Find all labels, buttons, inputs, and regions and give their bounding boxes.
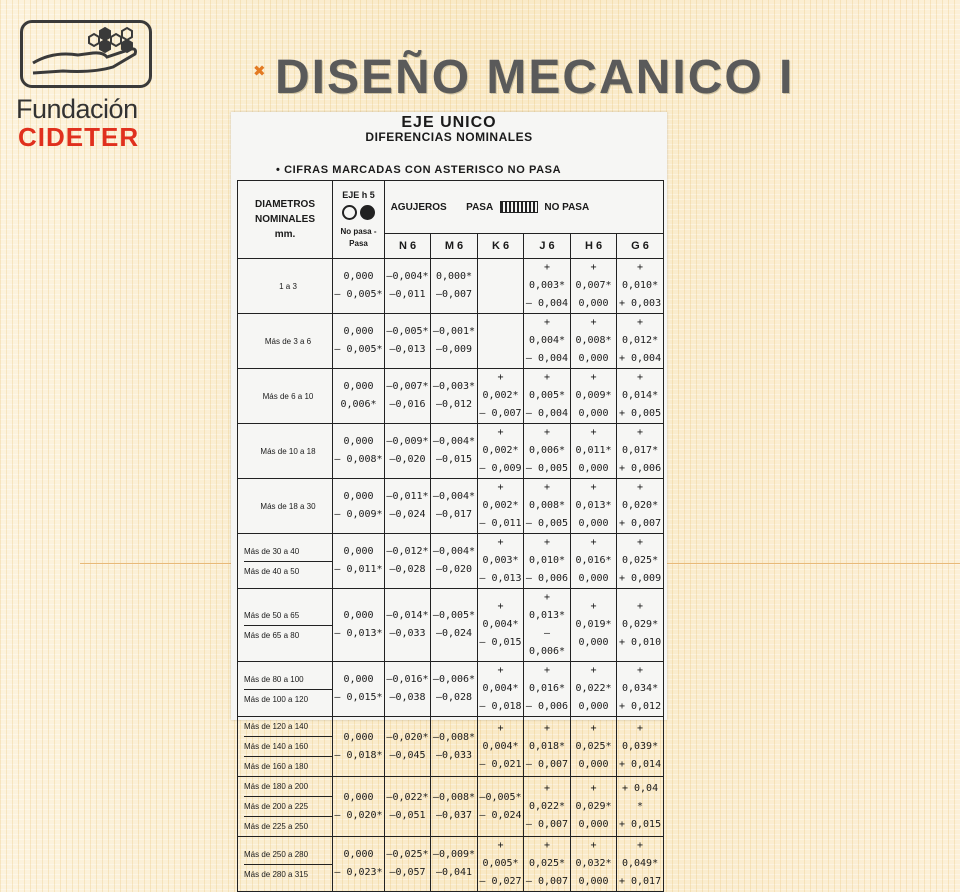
cell-eje: 0,000 — 0,009* [333, 479, 385, 534]
table-row [238, 777, 664, 837]
cell-eje: 0,000 — 0,005* [333, 259, 385, 314]
logo-fundacion-cideter [14, 16, 164, 151]
cell-g6: + 0,014* + 0,005 [617, 369, 664, 424]
cell-g6: + 0,049* + 0,017 [617, 837, 664, 892]
logo-line1: Fundación [16, 94, 138, 124]
cell-h6: + 0,022* 0,000 [571, 662, 617, 717]
cell-eje: 0,000 — 0,011* [333, 534, 385, 589]
cell-n6: —0,011* —0,024 [385, 479, 431, 534]
cell-m6: —0,009* —0,041 [431, 837, 478, 892]
diameter-range: Más de 80 a 100 Más de 100 a 120 [238, 662, 333, 717]
cell-m6: —0,006* —0,028 [431, 662, 478, 717]
table-row [238, 837, 664, 892]
column-header: G 6 [617, 234, 664, 259]
cell-g6: + 0,029* + 0,010 [617, 589, 664, 662]
table-row [238, 424, 664, 479]
cell-m6: —0,008* —0,037 [431, 777, 478, 837]
cell-n6: —0,022* —0,051 [385, 777, 431, 837]
cell-eje: 0,000 — 0,020* [333, 777, 385, 837]
diameter-range: Más de 180 a 200 Más de 200 a 225 Más de 225 a 250 [238, 777, 333, 837]
cell-m6: —0,001* —0,009 [431, 314, 478, 369]
plug-gauge-icon [500, 201, 538, 213]
cell-eje: 0,000 — 0,023* [333, 837, 385, 892]
cell-g6: + 0,012* + 0,004 [617, 314, 664, 369]
cell-m6: —0,005* —0,024 [431, 589, 478, 662]
cell-j6: + 0,025* — 0,007 [524, 837, 571, 892]
diameter-range: 1 a 3 [238, 259, 333, 314]
cell-h6: + 0,013* 0,000 [571, 479, 617, 534]
column-header: J 6 [524, 234, 571, 259]
cell-k6 [478, 314, 524, 369]
cell-j6: + 0,016* — 0,006 [524, 662, 571, 717]
table-row [238, 589, 664, 662]
header-eje: EJE h 5 No pasa - Pasa [333, 181, 385, 259]
cell-j6: + 0,006* — 0,005 [524, 424, 571, 479]
cell-n6: —0,004* —0,011 [385, 259, 431, 314]
cell-h6: + 0,016* 0,000 [571, 534, 617, 589]
table-row [238, 369, 664, 424]
cell-j6: + 0,010* — 0,006 [524, 534, 571, 589]
table-row [238, 534, 664, 589]
cell-k6: + 0,002* — 0,011 [478, 479, 524, 534]
cell-j6: + 0,013* — 0,006* [524, 589, 571, 662]
cell-j6: + 0,003* — 0,004 [524, 259, 571, 314]
cell-h6: + 0,008* 0,000 [571, 314, 617, 369]
column-header: M 6 [431, 234, 478, 259]
cell-k6: —0,005* — 0,024 [478, 777, 524, 837]
sheet-note: • CIFRAS MARCADAS CON ASTERISCO NO PASA [276, 164, 562, 176]
cell-h6: + 0,009* 0,000 [571, 369, 617, 424]
cell-g6: + 0,025* + 0,009 [617, 534, 664, 589]
cell-n6: —0,005* —0,013 [385, 314, 431, 369]
cell-eje: 0,000 — 0,008* [333, 424, 385, 479]
cell-m6: —0,003* —0,012 [431, 369, 478, 424]
logo-line2: CIDETER [18, 122, 140, 152]
diameter-range: Más de 18 a 30 [238, 479, 333, 534]
table-row [238, 314, 664, 369]
cell-j6: + 0,018* — 0,007 [524, 717, 571, 777]
header-agujeros: AGUJEROS PASA NO PASA [385, 181, 664, 234]
cell-n6: —0,016* —0,038 [385, 662, 431, 717]
sheet-subheading: DIFERENCIAS NOMINALES [365, 130, 533, 144]
column-header: K 6 [478, 234, 524, 259]
cell-k6 [478, 259, 524, 314]
cell-h6: + 0,029* 0,000 [571, 777, 617, 837]
table-row [238, 662, 664, 717]
column-header: N 6 [385, 234, 431, 259]
cell-k6: + 0,002* — 0,009 [478, 424, 524, 479]
cell-eje: 0,000 — 0,013* [333, 589, 385, 662]
header-diametros: DIAMETROS NOMINALES mm. [238, 181, 333, 259]
cell-g6: + 0,017* + 0,006 [617, 424, 664, 479]
table-row [238, 479, 664, 534]
cell-m6: —0,008* —0,033 [431, 717, 478, 777]
cell-n6: —0,020* —0,045 [385, 717, 431, 777]
cell-m6: 0,000* —0,007 [431, 259, 478, 314]
cell-eje: 0,000 — 0,018* [333, 717, 385, 777]
cell-j6: + 0,005* — 0,004 [524, 369, 571, 424]
diameter-range: Más de 3 a 6 [238, 314, 333, 369]
cell-h6: + 0,011* 0,000 [571, 424, 617, 479]
table-row [238, 259, 664, 314]
cell-g6: + 0,039* + 0,014 [617, 717, 664, 777]
cell-k6: + 0,004* — 0,015 [478, 589, 524, 662]
cell-h6: + 0,019* 0,000 [571, 589, 617, 662]
cell-n6: —0,007* —0,016 [385, 369, 431, 424]
cell-k6: + 0,003* — 0,013 [478, 534, 524, 589]
cell-k6: + 0,002* — 0,007 [478, 369, 524, 424]
shaft-gauge-icon [340, 204, 378, 222]
cell-eje: 0,000 — 0,005* [333, 314, 385, 369]
cell-j6: + 0,022* — 0,007 [524, 777, 571, 837]
diameter-range: Más de 30 a 40 Más de 40 a 50 [238, 534, 333, 589]
cell-h6: + 0,032* 0,000 [571, 837, 617, 892]
cell-n6: —0,009* —0,020 [385, 424, 431, 479]
cell-n6: —0,025* —0,057 [385, 837, 431, 892]
cell-k6: + 0,005* — 0,027 [478, 837, 524, 892]
sheet-heading: EJE UNICO [401, 114, 497, 131]
cell-m6: —0,004* —0,015 [431, 424, 478, 479]
diameter-range: Más de 50 a 65 Más de 65 a 80 [238, 589, 333, 662]
cell-h6: + 0,025* 0,000 [571, 717, 617, 777]
diameter-range: Más de 120 a 140 Más de 140 a 160 Más de 160 a 180 [238, 717, 333, 777]
cell-j6: + 0,004* — 0,004 [524, 314, 571, 369]
cell-m6: —0,004* —0,020 [431, 534, 478, 589]
diameter-range: Más de 6 a 10 [238, 369, 333, 424]
cell-k6: + 0,004* — 0,018 [478, 662, 524, 717]
cell-g6: + 0,04 * + 0,015 [617, 777, 664, 837]
cell-g6: + 0,010* + 0,003 [617, 259, 664, 314]
table-row [238, 717, 664, 777]
cell-j6: + 0,008* — 0,005 [524, 479, 571, 534]
diameter-range: Más de 10 a 18 [238, 424, 333, 479]
diameter-range: Más de 250 a 280 Más de 280 a 315 [238, 837, 333, 892]
hand-hexagon-logo-icon [20, 20, 152, 88]
tolerance-table [237, 180, 664, 892]
cell-n6: —0,012* —0,028 [385, 534, 431, 589]
tolerance-table-scan [231, 112, 667, 887]
cell-g6: + 0,034* + 0,012 [617, 662, 664, 717]
cell-eje: 0,000 — 0,015* [333, 662, 385, 717]
cell-g6: + 0,020* + 0,007 [617, 479, 664, 534]
cell-n6: —0,014* —0,033 [385, 589, 431, 662]
cell-m6: —0,004* —0,017 [431, 479, 478, 534]
cell-k6: + 0,004* — 0,021 [478, 717, 524, 777]
cell-eje: 0,000 0,006* [333, 369, 385, 424]
title-bullet-icon: ✖ [253, 62, 266, 80]
cell-h6: + 0,007* 0,000 [571, 259, 617, 314]
column-header: H 6 [571, 234, 617, 259]
slide-title: DISEÑO MECANICO I [275, 51, 795, 104]
